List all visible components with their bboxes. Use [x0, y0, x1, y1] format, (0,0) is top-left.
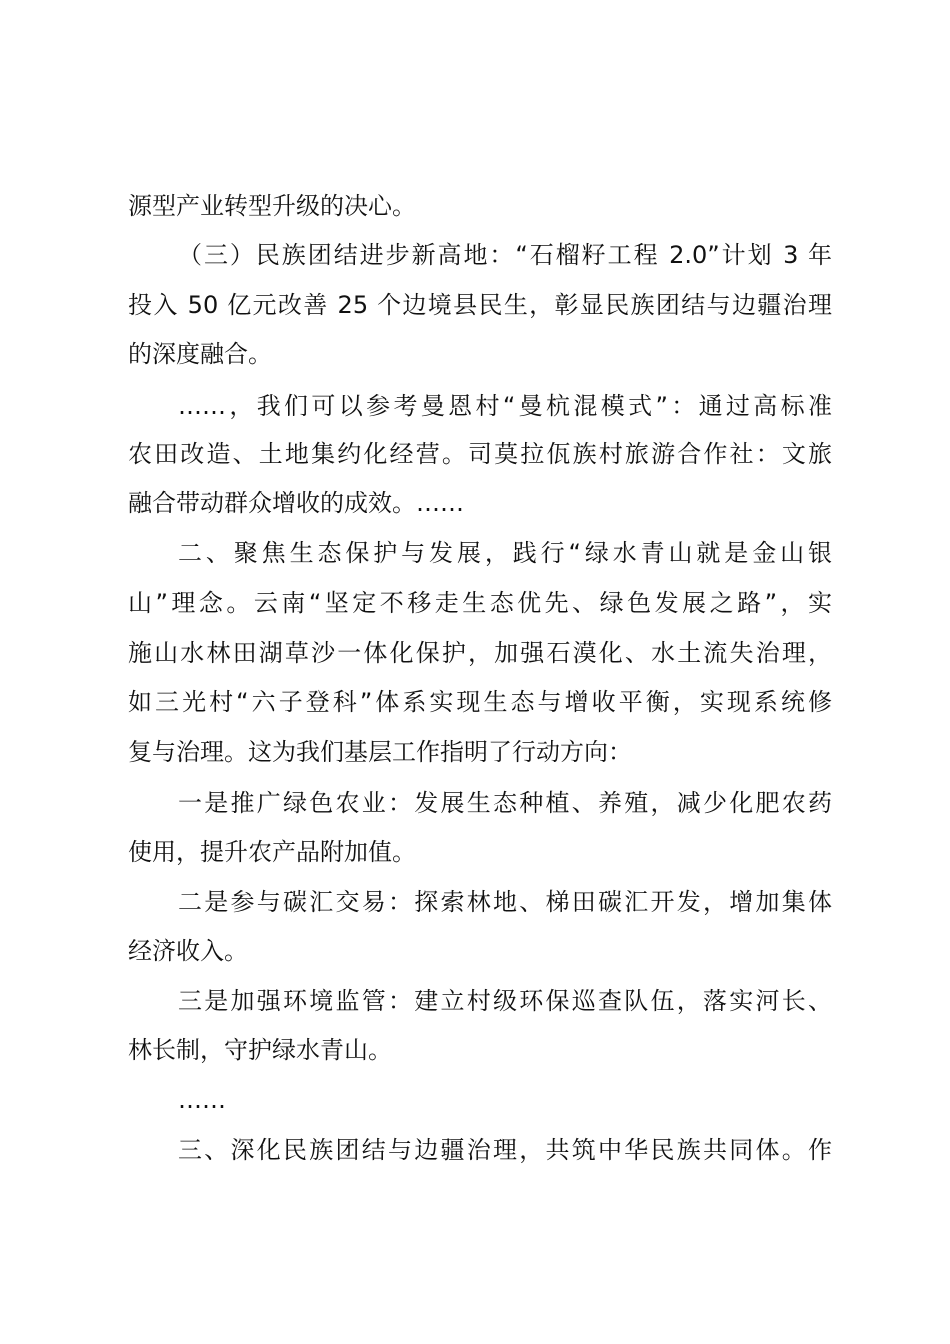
text-line: 复与治理。这为我们基层工作指明了行动方向：: [128, 738, 632, 766]
text-line: 林长制，守护绿水青山。: [128, 1036, 392, 1064]
ellipsis-line: ……: [178, 1086, 226, 1114]
text-line: 经济收入。: [128, 937, 248, 965]
section-heading-3: （三）民族团结进步新高地：“石榴籽工程 2.0”计划 3 年: [178, 241, 832, 269]
text-line: ……，我们可以参考曼恩村“曼杭混模式”：通过高标准: [178, 392, 832, 420]
section-heading-2: 二、聚焦生态保护与发展，践行“绿水青山就是金山银: [178, 539, 832, 567]
text-line: 融合带动群众增收的成效。……: [128, 489, 464, 517]
section-heading-3: 三、深化民族团结与边疆治理，共筑中华民族共同体。作: [178, 1136, 832, 1164]
text-line: 一是推广绿色农业：发展生态种植、养殖，减少化肥农药: [178, 789, 832, 817]
text-line: 投入 50 亿元改善 25 个边境县民生，彰显民族团结与边疆治理: [128, 291, 832, 319]
text-line: 源型产业转型升级的决心。: [128, 192, 416, 220]
text-line: 的深度融合。: [128, 340, 272, 368]
text-line: 三是加强环境监管：建立村级环保巡查队伍，落实河长、: [178, 987, 832, 1015]
text-line: 山”理念。云南“坚定不移走生态优先、绿色发展之路”，实: [128, 589, 832, 617]
text-line: 农田改造、土地集约化经营。司莫拉佤族村旅游合作社：文旅: [128, 440, 832, 468]
text-line: 二是参与碳汇交易：探索林地、梯田碳汇开发，增加集体: [178, 888, 832, 916]
text-line: 施山水林田湖草沙一体化保护，加强石漠化、水土流失治理，: [128, 639, 832, 667]
text-line: 使用，提升农产品附加值。: [128, 838, 416, 866]
text-line: 如三光村“六子登科”体系实现生态与增收平衡，实现系统修: [128, 688, 832, 716]
